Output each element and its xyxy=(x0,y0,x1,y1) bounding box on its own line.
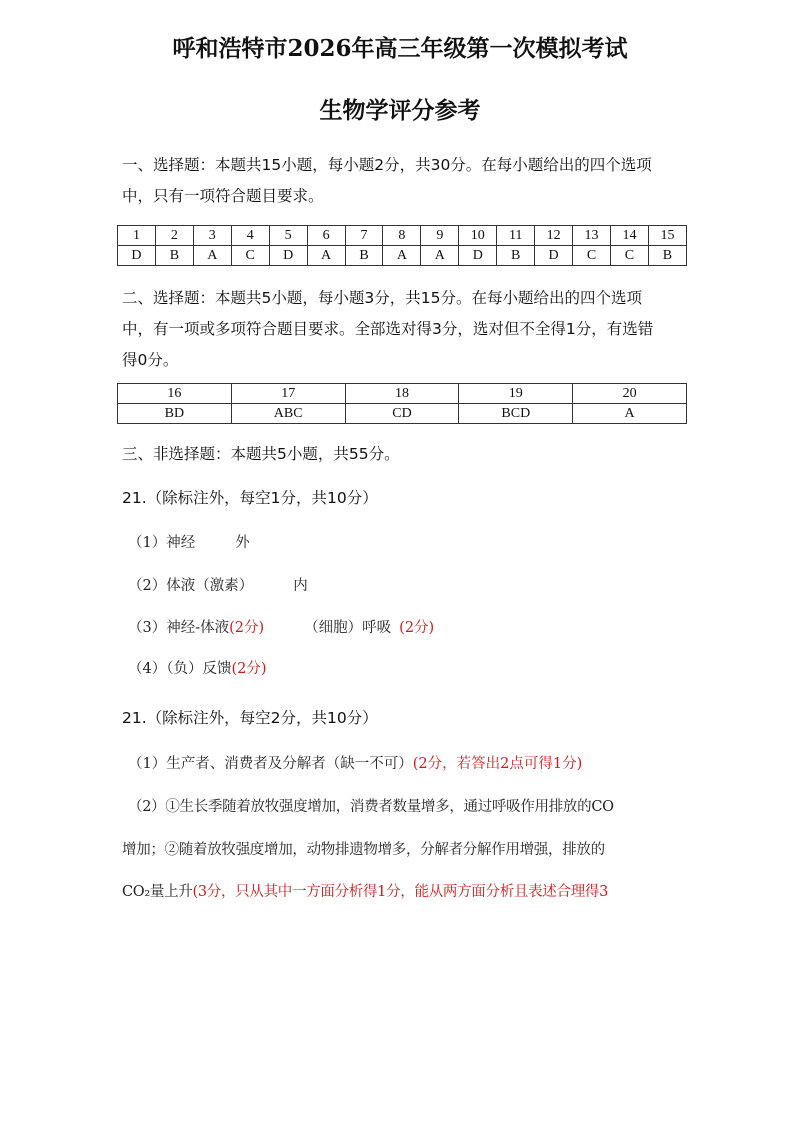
table-cell: 14 xyxy=(610,226,648,246)
table-cell: B xyxy=(155,246,193,266)
q21b-answer-2-line1: （2）①生长季随着放牧强度增加，消费者数量增多，通过呼吸作用排放的CO xyxy=(128,799,614,815)
table-cell: 4 xyxy=(231,226,269,246)
table-cell: B xyxy=(497,246,535,266)
table-cell: C xyxy=(573,246,611,266)
q21b-heading: 21.（除标注外，每空2分，共10分） xyxy=(122,709,378,727)
table-cell: C xyxy=(231,246,269,266)
table-cell: A xyxy=(383,246,421,266)
table-cell: 10 xyxy=(459,226,497,246)
q21a-answer-3-extra-score: (2分) xyxy=(399,620,435,636)
section1-answer-table xyxy=(117,225,687,266)
q21a-answer-4-score: (2分) xyxy=(231,661,267,677)
table-cell: A xyxy=(307,246,345,266)
q21b-answer-2-line3-score: (3分，只从其中一方面分析得1分，能从两方面分析且表述合理得3 xyxy=(192,884,609,900)
table-cell: 8 xyxy=(383,226,421,246)
table-cell: 11 xyxy=(497,226,535,246)
section1-instructions xyxy=(122,150,652,212)
section2-answer-table xyxy=(117,383,687,424)
table-cell: D xyxy=(269,246,307,266)
table-cell: BCD xyxy=(459,404,573,424)
q21b-answer-2-line3-text: CO₂量上升 xyxy=(122,884,193,900)
table-cell: 7 xyxy=(345,226,383,246)
table-cell: A xyxy=(193,246,231,266)
table-cell: 13 xyxy=(573,226,611,246)
q21a-answer-4 xyxy=(128,657,267,678)
q21a-answer-3-score: (2分) xyxy=(229,620,265,636)
table-row-answers xyxy=(118,246,687,266)
table-cell: D xyxy=(118,246,156,266)
q21a-answer-1-extra: 外 xyxy=(235,535,250,551)
q21a-answer-3-extra: （细胞）呼吸 xyxy=(304,620,392,636)
q21a-heading: 21.（除标注外，每空1分，共10分） xyxy=(122,489,378,507)
table-cell: A xyxy=(573,404,687,424)
section1-line2: 中，只有一项符合题目要求。 xyxy=(122,187,324,205)
table-cell: B xyxy=(648,246,686,266)
table-cell: A xyxy=(421,246,459,266)
table-cell: C xyxy=(610,246,648,266)
q21b-answer-1-text: （1）生产者、消费者及分解者（缺一不可） xyxy=(128,756,413,772)
section2-instructions xyxy=(122,283,653,376)
q21b-answer-1-score: (2分，若答出2点可得1分) xyxy=(412,756,583,772)
q21a-answer-1 xyxy=(128,531,250,552)
table-cell: 16 xyxy=(118,384,232,404)
table-row-numbers xyxy=(118,226,687,246)
q21a-answer-3-text: （3）神经-体液 xyxy=(128,620,230,636)
page-title: 呼和浩特市2026年高三年级第一次模拟考试 xyxy=(172,35,628,62)
table-cell: 15 xyxy=(648,226,686,246)
q21a-answer-4-text: （4）（负）反馈 xyxy=(128,661,232,677)
section2-line2: 中，有一项或多项符合题目要求。全部选对得3分，选对但不全得1分，有选错 xyxy=(122,320,654,338)
section3-heading: 三、非选择题：本题共5小题，共55分。 xyxy=(122,445,400,463)
table-cell: 20 xyxy=(573,384,687,404)
page-subtitle: 生物学评分参考 xyxy=(319,97,481,124)
table-cell: 12 xyxy=(535,226,573,246)
table-cell: B xyxy=(345,246,383,266)
table-cell: D xyxy=(535,246,573,266)
q21b-answer-1 xyxy=(128,752,582,773)
q21a-answer-2 xyxy=(128,574,308,595)
section2-line3: 得0分。 xyxy=(122,351,179,369)
q21a-answer-1-text: （1）神经 xyxy=(128,535,196,551)
q21a-answer-3 xyxy=(128,616,434,637)
table-cell: BD xyxy=(118,404,232,424)
table-cell: 17 xyxy=(231,384,345,404)
section2-line1: 二、选择题：本题共5小题，每小题3分，共15分。在每小题给出的四个选项 xyxy=(122,289,642,307)
table-cell: 2 xyxy=(155,226,193,246)
table-cell: D xyxy=(459,246,497,266)
table-row-answers xyxy=(118,404,687,424)
q21b-answer-2-line2: 增加；②随着放牧强度增加，动物排遗物增多，分解者分解作用增强，排放的 xyxy=(122,842,605,858)
table-cell: 3 xyxy=(193,226,231,246)
table-cell: ABC xyxy=(231,404,345,424)
table-cell: 6 xyxy=(307,226,345,246)
table-cell: 9 xyxy=(421,226,459,246)
q21a-answer-2-text: （2）体液（激素） xyxy=(128,578,254,594)
table-cell: CD xyxy=(345,404,459,424)
table-cell: 1 xyxy=(118,226,156,246)
table-cell: 5 xyxy=(269,226,307,246)
q21b-answer-2-line3 xyxy=(122,880,608,901)
table-row-numbers xyxy=(118,384,687,404)
table-cell: 18 xyxy=(345,384,459,404)
section1-line1: 一、选择题：本题共15小题，每小题2分，共30分。在每小题给出的四个选项 xyxy=(122,156,652,174)
q21a-answer-2-extra: 内 xyxy=(293,578,308,594)
table-cell: 19 xyxy=(459,384,573,404)
